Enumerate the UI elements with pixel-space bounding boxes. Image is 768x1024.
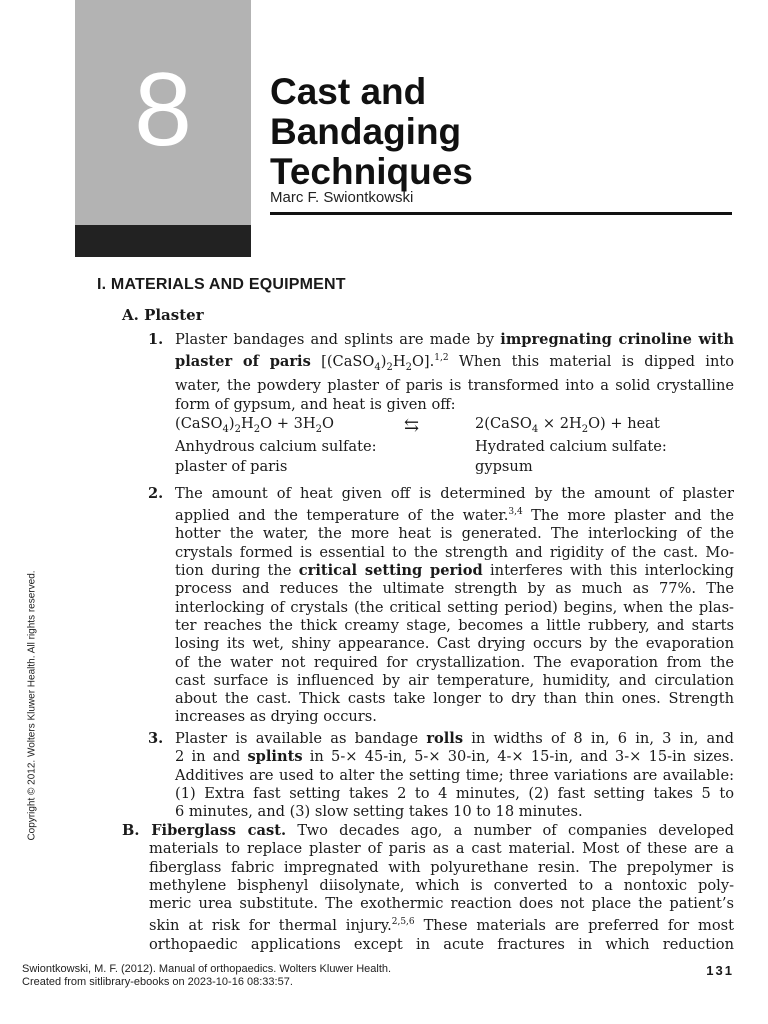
chapter-title-line: Bandaging bbox=[270, 111, 462, 152]
text-line: process and reduces the ultimate strength by as much as 77%. The bbox=[175, 580, 734, 598]
label-line: plaster of paris bbox=[175, 458, 288, 475]
item-number: 1. bbox=[148, 331, 164, 348]
text-line: materials to replace plaster of paris as a cast material. Most of these are a bbox=[149, 840, 734, 858]
text-line: plaster of paris $[(CaSO_4)_2H_2O].^{1,2}$ When this material is dipped into bbox=[175, 353, 735, 374]
text-line: about the cast. Thick casts take longer to dry than thin ones. Strength bbox=[175, 690, 734, 708]
item3-paragraph bbox=[175, 730, 734, 821]
text-line: 2 in and splints in 5-× 45-in, 5-× 30-in, 4-× 15-in, and 3-× 15-in sizes. bbox=[175, 748, 734, 766]
text-line: Additives are used to alter the setting time; three variations are available: bbox=[175, 766, 734, 784]
equilibrium-arrow: ⇆ bbox=[404, 415, 420, 436]
chapter-author: Marc F. Swiontkowski bbox=[270, 189, 414, 206]
text-line: methylene bisphenyl diisolynate, which is converted to a nontoxic poly- bbox=[149, 876, 734, 894]
text-line: orthopaedic applications except in acute fractures in which reduction bbox=[149, 935, 734, 953]
text-line: (1) Extra fast setting takes 2 to 4 minutes, (2) fast setting takes 5 to bbox=[175, 784, 734, 802]
text-line: meric urea substitute. The exothermic reaction does not place the patient’s bbox=[149, 895, 734, 913]
footer-line: Swiontkowski, M. F. (2012). Manual of orthopaedics. Wolters Kluwer Health. bbox=[22, 963, 392, 975]
subsection-b-body bbox=[122, 840, 734, 954]
chapter-title-line: Cast and bbox=[270, 71, 427, 112]
equation-left-label bbox=[175, 437, 377, 477]
text-line: interlocking of crystals (the critical setting period) begins, when the plas- bbox=[175, 598, 734, 616]
chapter-number-bar bbox=[75, 225, 251, 257]
chapter-title bbox=[270, 72, 473, 192]
text-line: form of gypsum, and heat is given off: bbox=[175, 395, 456, 413]
chapter-title-line: Techniques bbox=[270, 151, 473, 192]
citation-footer bbox=[22, 963, 391, 989]
item2-paragraph bbox=[175, 485, 734, 727]
item-number: 3. bbox=[148, 730, 164, 747]
text-line: increases as drying occurs. bbox=[175, 708, 377, 726]
text-line: ter reaches the thick creamy stage, becomes a little rubbery, and starts bbox=[175, 616, 734, 634]
subsection-a-heading: A. Plaster bbox=[122, 306, 204, 324]
footer-line: Created from sitlibrary-ebooks on 2023-10-16 08:33:57. bbox=[22, 976, 293, 988]
page-number: 131 bbox=[706, 963, 734, 978]
text-line: skin at risk for thermal injury.$^{2,5,6}$ These materials are preferred for most bbox=[149, 917, 735, 935]
text-line: losing its wet, shiny appearance. Cast drying occurs by the evaporation bbox=[175, 635, 734, 653]
subsection-b-paragraph bbox=[122, 822, 734, 954]
label-line: Anhydrous calcium sulfate: bbox=[175, 438, 377, 455]
text-line: water, the powdery plaster of paris is transformed into a solid crystalline bbox=[175, 377, 734, 395]
text-line: Plaster bandages and splints are made by impregnating crinoline with bbox=[175, 331, 734, 348]
copyright-notice: Copyright © 2012. Wolters Kluwer Health. All rights reserved. bbox=[26, 570, 38, 841]
text-line: fiberglass fabric impregnated with polyurethane resin. The prepolymer is bbox=[149, 858, 734, 876]
text-line: of the water not required for crystallization. The evaporation from the bbox=[175, 653, 734, 671]
text-line: crystals formed is essential to the strength and rigidity of the cast. Mo- bbox=[175, 543, 734, 561]
text-line: Plaster is available as bandage rolls in widths of 8 in, 6 in, 3 in, and bbox=[175, 730, 734, 747]
equation-right: 2(CaSO$_4$ × $2H_2O$) + heat bbox=[475, 415, 660, 435]
label-line: Hydrated calcium sulfate: bbox=[475, 438, 667, 455]
text-line: B. Fiberglass cast. Two decades ago, a number of companies developed bbox=[122, 822, 734, 839]
chapter-number: 8 bbox=[134, 52, 192, 168]
item1-paragraph bbox=[175, 331, 734, 414]
text-line: The amount of heat given off is determined by the amount of plaster bbox=[175, 485, 734, 502]
equation-left: $(CaSO_4)_2H_2O + 3H_2O$ bbox=[175, 415, 334, 435]
text-line: cast surface is influenced by air temperature, humidity, and circulation bbox=[175, 671, 734, 689]
text-line: applied and the temperature of the water.$^{3,4}$ The more plaster and the bbox=[175, 507, 734, 525]
label-line: gypsum bbox=[475, 458, 533, 475]
section-heading: I. MATERIALS AND EQUIPMENT bbox=[97, 276, 346, 293]
text-line: tion during the critical setting period interferes with this interlocking bbox=[175, 562, 734, 580]
item-number: 2. bbox=[148, 485, 164, 502]
equation-right-label bbox=[475, 437, 667, 477]
text-line: 6 minutes, and (3) slow setting takes 10 to 18 minutes. bbox=[175, 803, 583, 821]
title-rule bbox=[270, 212, 732, 215]
text-line: hotter the water, the more heat is generated. The interlocking of the bbox=[175, 525, 734, 543]
